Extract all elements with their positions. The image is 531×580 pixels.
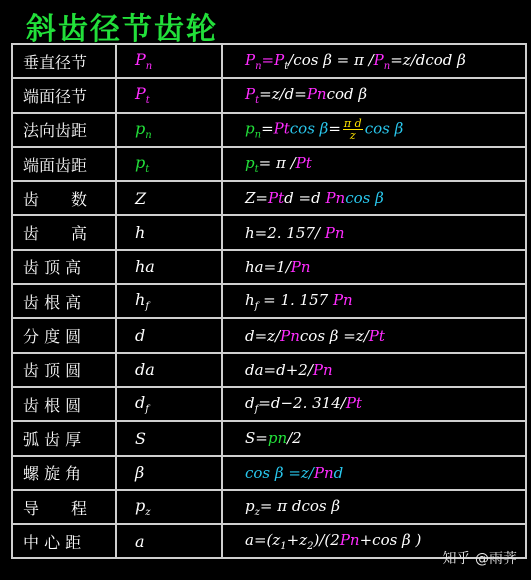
- formula-token: /2: [287, 429, 302, 448]
- parameter-formula: [222, 44, 526, 78]
- formula-token: a=(z: [245, 530, 281, 549]
- parameter-name: 齿 根 高: [12, 284, 116, 318]
- formula-token: d: [135, 393, 146, 413]
- formula-token: =: [261, 119, 274, 138]
- fraction: [343, 118, 363, 141]
- parameter-formula: [222, 456, 526, 490]
- formula-subscript: f: [145, 404, 149, 416]
- parameter-symbol: [116, 490, 222, 524]
- formula-token: +cos β ): [359, 530, 422, 549]
- formula-token: Pt: [295, 153, 312, 172]
- parameter-symbol: [116, 387, 222, 421]
- formula-subscript: n: [383, 60, 391, 72]
- formula-subscript: f: [145, 301, 150, 313]
- parameter-symbol: [116, 353, 222, 387]
- formula-token: cos β: [345, 189, 384, 208]
- formula-token: Pn: [332, 290, 353, 309]
- table-row: [12, 318, 526, 352]
- parameter-name: 垂直径节: [12, 44, 116, 78]
- formula-token: P: [245, 50, 256, 69]
- formula-token: p: [135, 152, 146, 172]
- formula-subscript: t: [145, 164, 150, 176]
- formula-token: Z: [135, 188, 147, 208]
- parameter-formula: [222, 387, 526, 421]
- formula-token: Pn: [325, 189, 346, 208]
- formula-token: cos β: [364, 119, 404, 138]
- formula-token: cos β: [289, 119, 329, 138]
- parameter-formula: [222, 181, 526, 215]
- parameter-name: 齿 高: [12, 215, 116, 249]
- formula-subscript: t: [255, 94, 260, 106]
- parameter-formula: [222, 113, 526, 147]
- parameter-symbol: [116, 113, 222, 147]
- table-row: [12, 353, 526, 387]
- parameter-symbol: [116, 181, 222, 215]
- parameter-symbol: [116, 456, 222, 490]
- parameter-formula: [222, 147, 526, 181]
- formula-token: β: [135, 463, 145, 483]
- formula-token: Pt: [268, 189, 285, 208]
- parameter-symbol: [116, 250, 222, 284]
- formula-token: p: [245, 496, 255, 515]
- parameter-name: 螺 旋 角: [12, 456, 116, 490]
- formula-token: p: [135, 495, 146, 515]
- parameter-symbol: [116, 78, 222, 112]
- formula-subscript: z: [254, 506, 260, 518]
- table-row: [12, 490, 526, 524]
- formula-token: = π /: [258, 153, 296, 172]
- parameter-symbol: [116, 421, 222, 455]
- parameter-name: 齿 顶 高: [12, 250, 116, 284]
- formula-subscript: 1: [280, 540, 287, 552]
- formula-token: /cos β = π /: [288, 50, 374, 69]
- table-row: [12, 215, 526, 249]
- table-row: [12, 44, 526, 78]
- formula-subscript: n: [145, 61, 153, 73]
- table-row: [12, 113, 526, 147]
- formula-token: Pn: [313, 463, 334, 482]
- parameter-formula: [222, 318, 526, 352]
- parameter-name: 齿 数: [12, 181, 116, 215]
- formula-token: a: [135, 531, 145, 551]
- formula-subscript: f: [254, 403, 259, 415]
- parameter-symbol: [116, 44, 222, 78]
- fraction-numerator: π d: [343, 117, 362, 131]
- parameter-formula: [222, 421, 526, 455]
- formula-token: d: [135, 326, 146, 346]
- formula-token: Pt: [273, 119, 290, 138]
- table-row: [12, 387, 526, 421]
- formula-token: d =d: [284, 189, 326, 208]
- formula-subscript: t: [284, 60, 289, 72]
- formula-token: Pn: [324, 223, 345, 242]
- parameter-formula: [222, 250, 526, 284]
- formula-token: P: [135, 84, 146, 104]
- table-row: [12, 250, 526, 284]
- formula-token: cos β =z/: [299, 326, 369, 345]
- formula-token: =z/dcod β: [390, 50, 466, 69]
- parameter-name: 分 度 圆: [12, 318, 116, 352]
- formula-token: =: [328, 119, 341, 138]
- formula-subscript: f: [254, 300, 259, 312]
- formula-token: Pt: [345, 393, 362, 412]
- formula-token: d: [333, 463, 344, 482]
- formula-token: Pn: [290, 257, 311, 276]
- formula-subscript: t: [254, 163, 259, 175]
- formula-token: d=z/: [245, 326, 281, 345]
- formula-token: =d−2. 314/: [258, 393, 346, 412]
- formula-token: P: [373, 50, 384, 69]
- formula-token: Pn: [312, 360, 333, 379]
- formula-token: S=: [245, 429, 268, 448]
- table-row: [12, 78, 526, 112]
- formula-token: Pn: [306, 84, 327, 103]
- parameter-name: 中 心 距: [12, 524, 116, 558]
- formula-token: P: [245, 84, 256, 103]
- formula-token: = 1. 157: [258, 290, 333, 309]
- table-row: [12, 456, 526, 490]
- formula-token: Pt: [368, 326, 385, 345]
- formula-token: P: [135, 50, 146, 70]
- formula-token: h=2. 157/: [245, 223, 325, 242]
- table-row: [12, 181, 526, 215]
- parameter-symbol: [116, 284, 222, 318]
- formula-subscript: n: [255, 60, 262, 72]
- formula-token: cos β =z/: [245, 463, 314, 482]
- formula-token: pn: [267, 429, 288, 448]
- gear-formula-table: [11, 43, 527, 559]
- parameter-name: 端面径节: [12, 78, 116, 112]
- formula-token: +z: [286, 530, 308, 549]
- parameter-formula: [222, 353, 526, 387]
- formula-token: h: [245, 290, 255, 309]
- formula-subscript: 2: [307, 540, 314, 552]
- parameter-name: 齿 顶 圆: [12, 353, 116, 387]
- parameter-symbol: [116, 318, 222, 352]
- formula-subscript: n: [254, 129, 262, 141]
- formula-token: p: [245, 119, 255, 138]
- parameter-formula: [222, 78, 526, 112]
- formula-token: cod β: [326, 84, 368, 103]
- formula-token: Pn: [339, 530, 360, 549]
- formula-token: = π dcos β: [259, 496, 341, 515]
- formula-subscript: n: [145, 129, 152, 141]
- table-row: [12, 284, 526, 318]
- page-title: 斜齿径节齿轮: [26, 12, 218, 47]
- parameter-symbol: [116, 524, 222, 558]
- formula-token: =z/d=: [259, 84, 307, 103]
- formula-subscript: z: [145, 507, 151, 519]
- formula-token: h: [135, 223, 146, 243]
- formula-token: da=d+2/: [245, 360, 313, 379]
- formula-token: d: [245, 393, 255, 412]
- table-row: [12, 147, 526, 181]
- parameter-formula: [222, 284, 526, 318]
- formula-token: da: [135, 360, 155, 380]
- parameter-formula: [222, 215, 526, 249]
- formula-token: p: [245, 153, 255, 172]
- parameter-symbol: [116, 215, 222, 249]
- parameter-formula: [222, 490, 526, 524]
- fraction-denominator: z: [349, 129, 356, 143]
- formula-token: h: [135, 290, 146, 310]
- parameter-symbol: [116, 147, 222, 181]
- formula-token: S: [135, 428, 146, 448]
- formula-token: p: [135, 118, 146, 138]
- parameter-name: 导 程: [12, 490, 116, 524]
- formula-token: =P: [261, 50, 285, 69]
- parameter-name: 端面齿距: [12, 147, 116, 181]
- formula-token: Pn: [280, 326, 300, 345]
- parameter-name: 弧 齿 厚: [12, 421, 116, 455]
- parameter-name: 齿 根 圆: [12, 387, 116, 421]
- formula-subscript: t: [145, 95, 150, 107]
- formula-token: ha=1/: [245, 257, 291, 276]
- formula-token: )/(2: [313, 530, 340, 549]
- parameter-name: 法向齿距: [12, 113, 116, 147]
- watermark: 知乎 @雨荠: [442, 551, 517, 567]
- formula-token: Z=: [245, 189, 268, 208]
- formula-token: ha: [135, 257, 155, 277]
- table-row: [12, 421, 526, 455]
